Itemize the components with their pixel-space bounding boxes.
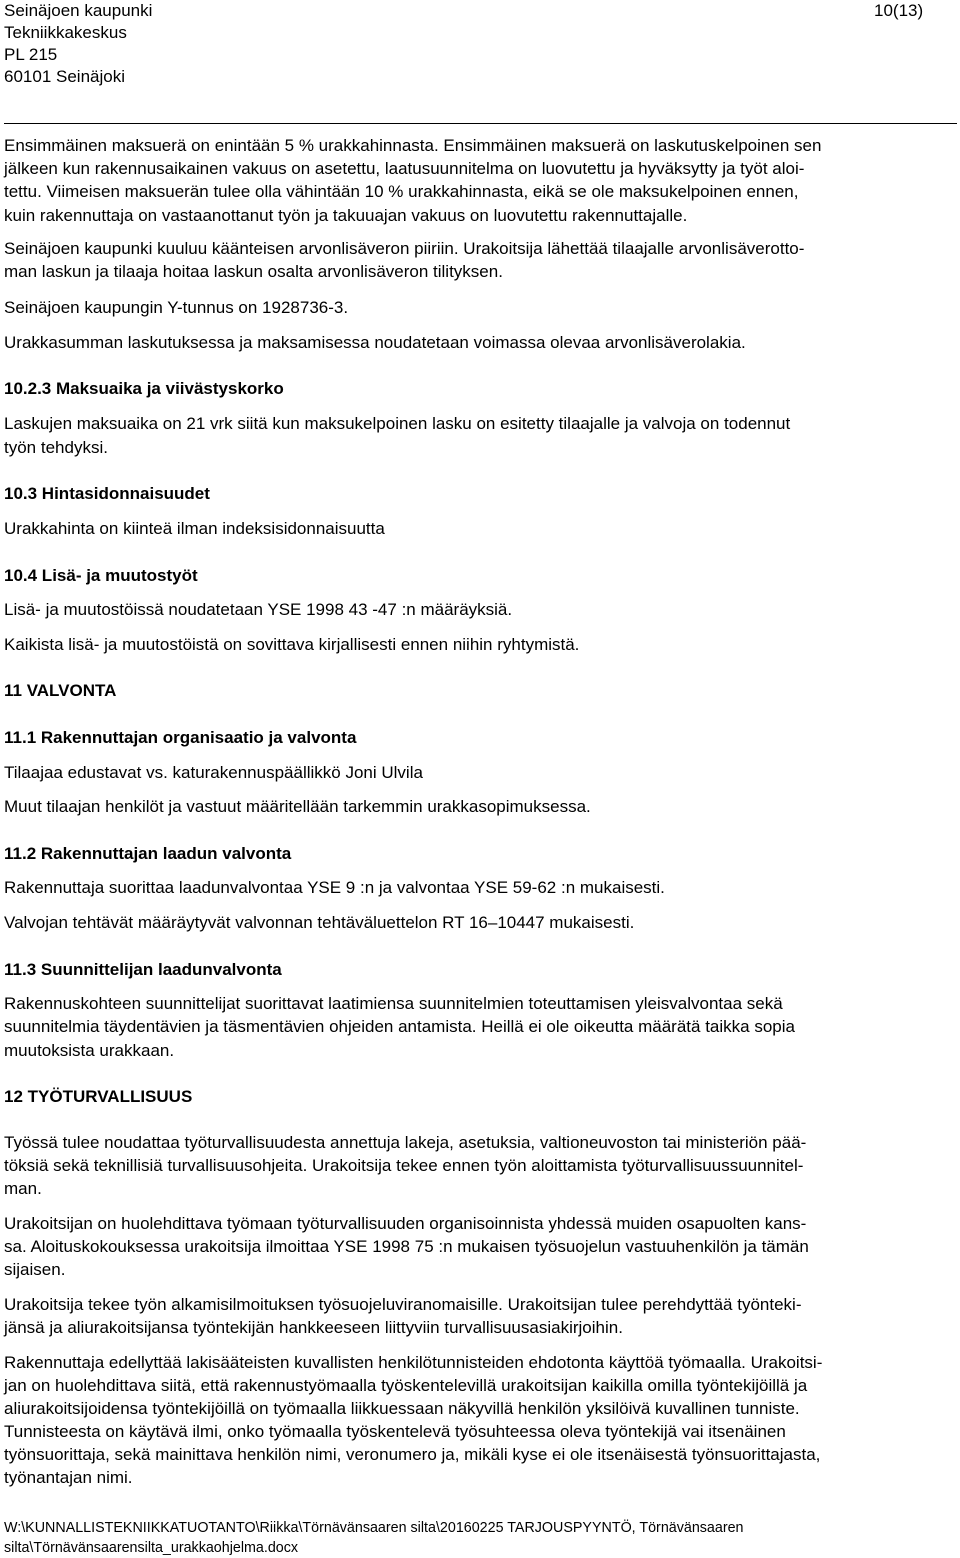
body-line: Seinäjoen kaupunki kuuluu käänteisen arvonlisäveron piiriin. Urakoitsija lähettää tilaajalle arvonlisäverotto- <box>4 239 805 258</box>
header-box: PL 215 <box>4 45 58 64</box>
body-line: jan on huolehdittava siitä, että rakennustyömaalla työskentelevillä urakoitsijan kaikilla omilla työntekijöillä ja <box>4 1376 808 1395</box>
footer-path: silta\Törnävänsaarensilta_urakkaohjelma.docx <box>4 1540 299 1556</box>
footer-path: W:\KUNNALLISTEKNIIKKATUOTANTO\Riikka\Törnävänsaaren silta\20160225 TARJOUSPYYNTÖ, Törnävänsaaren <box>4 1520 744 1536</box>
body-line: Urakkahinta on kiinteä ilman indeksisidonnaisuutta <box>4 519 385 538</box>
body-line: Rakennuttaja suorittaa laadunvalvontaa YSE 9 :n ja valvontaa YSE 59-62 :n mukaisesti. <box>4 878 665 897</box>
section-heading: 11.2 Rakennuttajan laadun valvonta <box>4 844 292 863</box>
body-line: työn tehdyksi. <box>4 438 108 457</box>
section-heading: 10.3 Hintasidonnaisuudet <box>4 484 210 503</box>
body-line: Muut tilaajan henkilöt ja vastuut määritellään tarkemmin urakkasopimuksessa. <box>4 797 591 816</box>
body-line: töksiä sekä teknillisiä turvallisuusohjeita. Urakoitsija tekee ennen työn aloittamista työturvallisuussuunnitel- <box>4 1156 804 1175</box>
section-heading: 10.2.3 Maksuaika ja viivästyskorko <box>4 379 284 398</box>
body-line: Urakoitsija tekee työn alkamisilmoituksen työsuojeluviranomaisille. Urakoitsijan tulee perehdyttää työnteki- <box>4 1295 802 1314</box>
body-line: Valvojan tehtävät määräytyvät valvonnan tehtäväluettelon RT 16–10447 mukaisesti. <box>4 913 635 932</box>
section-heading: 11.3 Suunnittelijan laadunvalvonta <box>4 960 282 979</box>
body-line: Rakennuttaja edellyttää lakisääteisten kuvallisten henkilötunnisteiden ehdotonta käyttöä työmaalla. Urakoitsi- <box>4 1353 823 1372</box>
body-line: Tunnisteesta on käytävä ilmi, onko työmaalla työskentelevä työsuhteessa oleva työntekijä vai itsenäinen <box>4 1422 786 1441</box>
body-line: suunnitelmia täydentävien ja täsmentävien ohjeiden antamista. Heillä ei ole oikeutta määrätä taikka sopia <box>4 1017 795 1036</box>
body-line: aliurakoitsijoidensa työntekijöillä on työmaalla liikkuessaan näkyvillä henkilön yksilöivä kuvallinen tunniste. <box>4 1399 800 1418</box>
body-line: Kaikista lisä- ja muutostöistä on sovittava kirjallisesti ennen niihin ryhtymistä. <box>4 635 580 654</box>
header-org: Seinäjoen kaupunki <box>4 1 153 20</box>
body-line: jänsä ja aliurakoitsijansa työntekijän hankkeeseen liittyviin turvallisuusasiakirjoihin. <box>4 1318 623 1337</box>
body-line: Ensimmäinen maksuerä on enintään 5 % urakkahinnasta. Ensimmäinen maksuerä on laskutuskelpoinen sen <box>4 136 822 155</box>
body-line: Lisä- ja muutostöissä noudatetaan YSE 1998 43 -47 :n määräyksiä. <box>4 600 513 619</box>
body-line: Urakoitsijan on huolehdittava työmaan työturvallisuuden organisoinnista yhdessä muiden osapuolten kans- <box>4 1214 807 1233</box>
body-line: Työssä tulee noudattaa työturvallisuudesta annettuja lakeja, asetuksia, valtioneuvoston tai ministeriön pää- <box>4 1133 807 1152</box>
body-line: man. <box>4 1179 42 1198</box>
header-city: 60101 Seinäjoki <box>4 67 125 86</box>
body-line: man laskun ja tilaaja hoitaa laskun osalta arvonlisäveron tilityksen. <box>4 262 503 281</box>
body-line: Laskujen maksuaika on 21 vrk siitä kun maksukelpoinen lasku on esitetty tilaajalle ja valvoja on todennut <box>4 414 791 433</box>
header-rule <box>4 123 957 124</box>
section-heading: 10.4 Lisä- ja muutostyöt <box>4 566 198 585</box>
body-line: Tilaajaa edustavat vs. katurakennuspäällikkö Joni Ulvila <box>4 763 423 782</box>
body-line: jälkeen kun rakennusaikainen vakuus on asetettu, laatusuunnitelma on luovutettu ja hyväksytty ja työt aloi- <box>4 159 805 178</box>
section-heading: 11 VALVONTA <box>4 681 117 700</box>
section-heading: 11.1 Rakennuttajan organisaatio ja valvonta <box>4 728 357 747</box>
body-line: tettu. Viimeisen maksuerän tulee olla vähintään 10 % urakkahinnasta, eikä se ole maksukelpoinen ennen, <box>4 182 799 201</box>
section-heading: 12 TYÖTURVALLISUUS <box>4 1087 193 1106</box>
body-line: Seinäjoen kaupungin Y-tunnus on 1928736-3. <box>4 298 349 317</box>
page-number: 10(13) <box>874 1 924 20</box>
body-line: muutoksista urakkaan. <box>4 1041 175 1060</box>
header-dept: Tekniikkakeskus <box>4 23 127 42</box>
body-line: kuin rakennuttaja on vastaanottanut työn ja takuuajan vakuus on luovutettu rakennuttajalle. <box>4 206 688 225</box>
body-line: sijaisen. <box>4 1260 66 1279</box>
body-line: Rakennuskohteen suunnittelijat suorittavat laatimiensa suunnitelmien toteuttamisen yleisvalvontaa sekä <box>4 994 783 1013</box>
body-line: Urakkasumman laskutuksessa ja maksamisessa noudatetaan voimassa olevaa arvonlisäverolakia. <box>4 333 746 352</box>
body-line: työnantajan nimi. <box>4 1468 133 1487</box>
body-line: työnsuorittaja, sekä mainittava henkilön nimi, veronumero ja, mikäli kyse ei ole itsenäisestä työnsuorittajasta, <box>4 1445 821 1464</box>
body-line: sa. Aloituskokouksessa urakoitsija ilmoittaa YSE 1998 75 :n mukaisen työsuojelun vastuuhenkilön ja tämän <box>4 1237 809 1256</box>
